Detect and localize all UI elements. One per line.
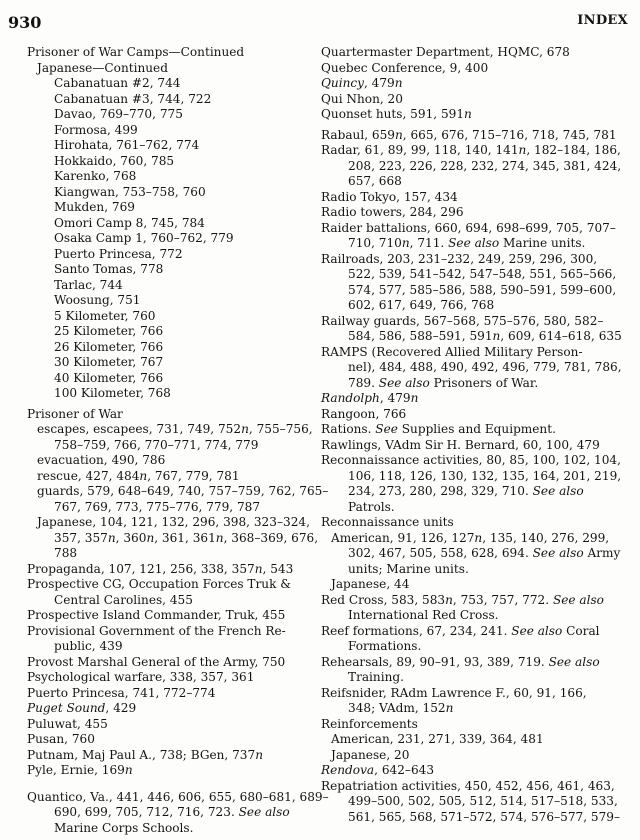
index-line: Formations.	[348, 639, 422, 653]
index-line: Radio Tokyo, 157, 434	[321, 189, 458, 204]
index-line: Omori Camp 8, 745, 784	[54, 215, 205, 230]
index-line: Pusan, 760	[27, 732, 95, 746]
index-line: Quincy, 479n	[321, 76, 403, 90]
index-line: rescue, 427, 484n, 767, 779, 781	[37, 468, 240, 483]
index-line: 357, 357n, 360n, 361, 361n, 368–369, 676,	[54, 530, 319, 545]
index-line: 348; VAdm, 152n	[348, 701, 454, 715]
index-line: Prospective CG, Occupation Forces Truk &	[27, 577, 292, 591]
index-line: Japanese, 104, 121, 132, 296, 398, 323–324,	[37, 515, 310, 529]
index-line: Reef formations, 67, 234, 241. See also Coral	[321, 623, 600, 638]
index-line: 522, 539, 541–542, 547–548, 551, 565–566,	[348, 267, 617, 281]
index-line: Prisoner of War Camps—Continued	[27, 45, 245, 59]
index-line: 40 Kilometer, 766	[54, 370, 164, 385]
index-line: 657, 668	[348, 174, 402, 188]
index-line: Quartermaster Department, HQMC, 678	[321, 45, 570, 59]
index-line: 788	[54, 546, 78, 560]
index-line: Santo Tomas, 778	[54, 262, 164, 276]
index-line: Cabanatuan #3, 744, 722	[54, 91, 212, 106]
index-line: Rabaul, 659n, 665, 676, 715–716, 718, 745, 781	[321, 127, 617, 142]
index-line: Propaganda, 107, 121, 256, 338, 357n, 543	[27, 561, 294, 576]
index-line: Patrols.	[348, 499, 395, 514]
index-line: 26 Kilometer, 766	[54, 339, 164, 354]
index-line: Radio towers, 284, 296	[321, 205, 464, 219]
index-line: Quebec Conference, 9, 400	[321, 60, 489, 75]
index-line: Reinforcements	[321, 716, 418, 731]
index-line: 499–500, 502, 505, 512, 514, 517–518, 533,	[348, 794, 618, 808]
index-line: Putnam, Maj Paul A., 738; BGen, 737n	[27, 747, 263, 762]
index-line: 106, 118, 126, 130, 132, 135, 164, 201, 219,	[348, 468, 622, 483]
index-line: 789. See also Prisoners of War.	[348, 375, 539, 390]
index-line: Japanese, 44	[331, 577, 410, 591]
index-line: Hokkaido, 760, 785	[54, 153, 175, 168]
index-line: 5 Kilometer, 760	[54, 308, 156, 323]
index-line: Osaka Camp 1, 760–762, 779	[54, 231, 234, 245]
index-line: Provost Marshal General of the Army, 750	[27, 654, 286, 669]
index-line: 574, 577, 585–586, 588, 590–591, 599–600,	[348, 282, 617, 297]
index-line: Reconnaissance units	[321, 515, 454, 529]
index-line: International Red Cross.	[348, 608, 499, 622]
index-line: Rendova, 642–643	[321, 763, 435, 777]
index-line: Quonset huts, 591, 591n	[321, 107, 472, 121]
index-line: 30 Kilometer, 767	[54, 355, 164, 369]
index-line: Puget Sound, 429	[27, 701, 137, 715]
index-line: Tarlac, 744	[54, 277, 123, 292]
index-line: 602, 617, 649, 766, 768	[348, 298, 495, 312]
index-line: Kiangwan, 753–758, 760	[54, 184, 206, 199]
index-line: Psychological warfare, 338, 357, 361	[27, 670, 255, 684]
index-line: Japanese—Continued	[37, 60, 168, 75]
index-line: Mukden, 769	[54, 200, 135, 214]
index-line: Reifsnider, RAdm Lawrence F., 60, 91, 166,	[321, 685, 587, 700]
index-line: guards, 579, 648–649, 740, 757–759, 762, 765–	[37, 484, 329, 498]
index-line: evacuation, 490, 786	[37, 453, 166, 467]
index-line: Hirohata, 761–762, 774	[54, 138, 200, 152]
index-line: Puluwat, 455	[27, 716, 108, 731]
index-line: Japanese, 20	[331, 747, 410, 762]
index-line: Training.	[348, 670, 404, 684]
index-line: American, 231, 271, 339, 364, 481	[331, 732, 544, 746]
index-line: Davao, 769–770, 775	[54, 107, 183, 121]
index-line: Pyle, Ernie, 169n	[27, 763, 133, 777]
index-line: Reconnaissance activities, 80, 85, 100, 102, 104,	[321, 453, 621, 467]
index-line: Woosung, 751	[54, 293, 141, 307]
index-line: Raider battalions, 660, 694, 698–699, 705, 707–	[321, 220, 616, 235]
index-line: 710, 710n, 711. See also Marine units.	[348, 236, 586, 250]
index-line: 584, 586, 588–591, 591n, 609, 614–618, 635	[348, 329, 622, 343]
index-line: Prospective Island Commander, Truk, 455	[27, 608, 286, 622]
index-line: Radar, 61, 89, 99, 118, 140, 141n, 182–184, 186,	[321, 143, 621, 157]
running-header-title: INDEX	[577, 13, 628, 28]
index-line: Red Cross, 583, 583n, 753, 757, 772. See also	[321, 592, 604, 607]
index-line: Provisional Government of the French Re-	[27, 623, 286, 638]
index-line: 690, 699, 705, 712, 716, 723. See also	[54, 805, 290, 819]
index-line: Railroads, 203, 231–232, 249, 259, 296, 300,	[321, 251, 598, 266]
index-line: Puerto Princesa, 772	[54, 246, 183, 261]
index-line: 234, 273, 280, 298, 329, 710. See also	[348, 484, 584, 498]
index-line: Central Carolines, 455	[54, 592, 193, 607]
index-line: 767, 769, 773, 775–776, 779, 787	[54, 499, 261, 514]
index-line: Karenko, 768	[54, 169, 137, 183]
index-line: escapes, escapees, 731, 749, 752n, 755–756,	[37, 422, 313, 436]
index-line: Cabanatuan #2, 744	[54, 76, 181, 90]
index-line: Quantico, Va., 441, 446, 606, 655, 680–681, 689–	[27, 789, 329, 804]
index-line: Rangoon, 766	[321, 406, 407, 421]
index-line: Randolph, 479n	[321, 391, 419, 405]
page-number: 930	[8, 13, 42, 32]
index-line: Repatriation activities, 450, 452, 456, 461, 463,	[321, 778, 615, 793]
index-line: 208, 223, 226, 228, 232, 274, 345, 381, 424,	[348, 158, 622, 173]
index-line: 25 Kilometer, 766	[54, 324, 164, 338]
index-line: Marine Corps Schools.	[54, 820, 194, 835]
index-column-right	[321, 45, 627, 825]
index-line: Rations. See Supplies and Equipment.	[321, 422, 556, 436]
index-line: 561, 565, 568, 571–572, 574, 576–577, 579–	[348, 809, 621, 824]
index-line: Qui Nhon, 20	[321, 91, 403, 106]
index-line: nel), 484, 488, 490, 492, 496, 779, 781, 786,	[348, 360, 622, 374]
index-line: 302, 467, 505, 558, 628, 694. See also Army	[348, 546, 621, 560]
index-line: RAMPS (Recovered Allied Military Person-	[321, 344, 583, 359]
index-line: Formosa, 499	[54, 122, 138, 137]
index-line: public, 439	[54, 639, 123, 653]
index-line: Rawlings, VAdm Sir H. Bernard, 60, 100, 479	[321, 437, 600, 452]
index-line: Railway guards, 567–568, 575–576, 580, 582–	[321, 313, 604, 328]
index-line: 758–759, 766, 770–771, 774, 779	[54, 437, 259, 452]
index-column-left	[27, 45, 335, 836]
index-line: Rehearsals, 89, 90–91, 93, 389, 719. See also	[321, 654, 600, 669]
index-line: 100 Kilometer, 768	[54, 386, 171, 400]
index-line: units; Marine units.	[348, 561, 469, 576]
index-line: Prisoner of War	[27, 406, 123, 421]
index-line: American, 91, 126, 127n, 135, 140, 276, 299,	[331, 530, 610, 545]
index-line: Puerto Princesa, 741, 772–774	[27, 685, 216, 700]
